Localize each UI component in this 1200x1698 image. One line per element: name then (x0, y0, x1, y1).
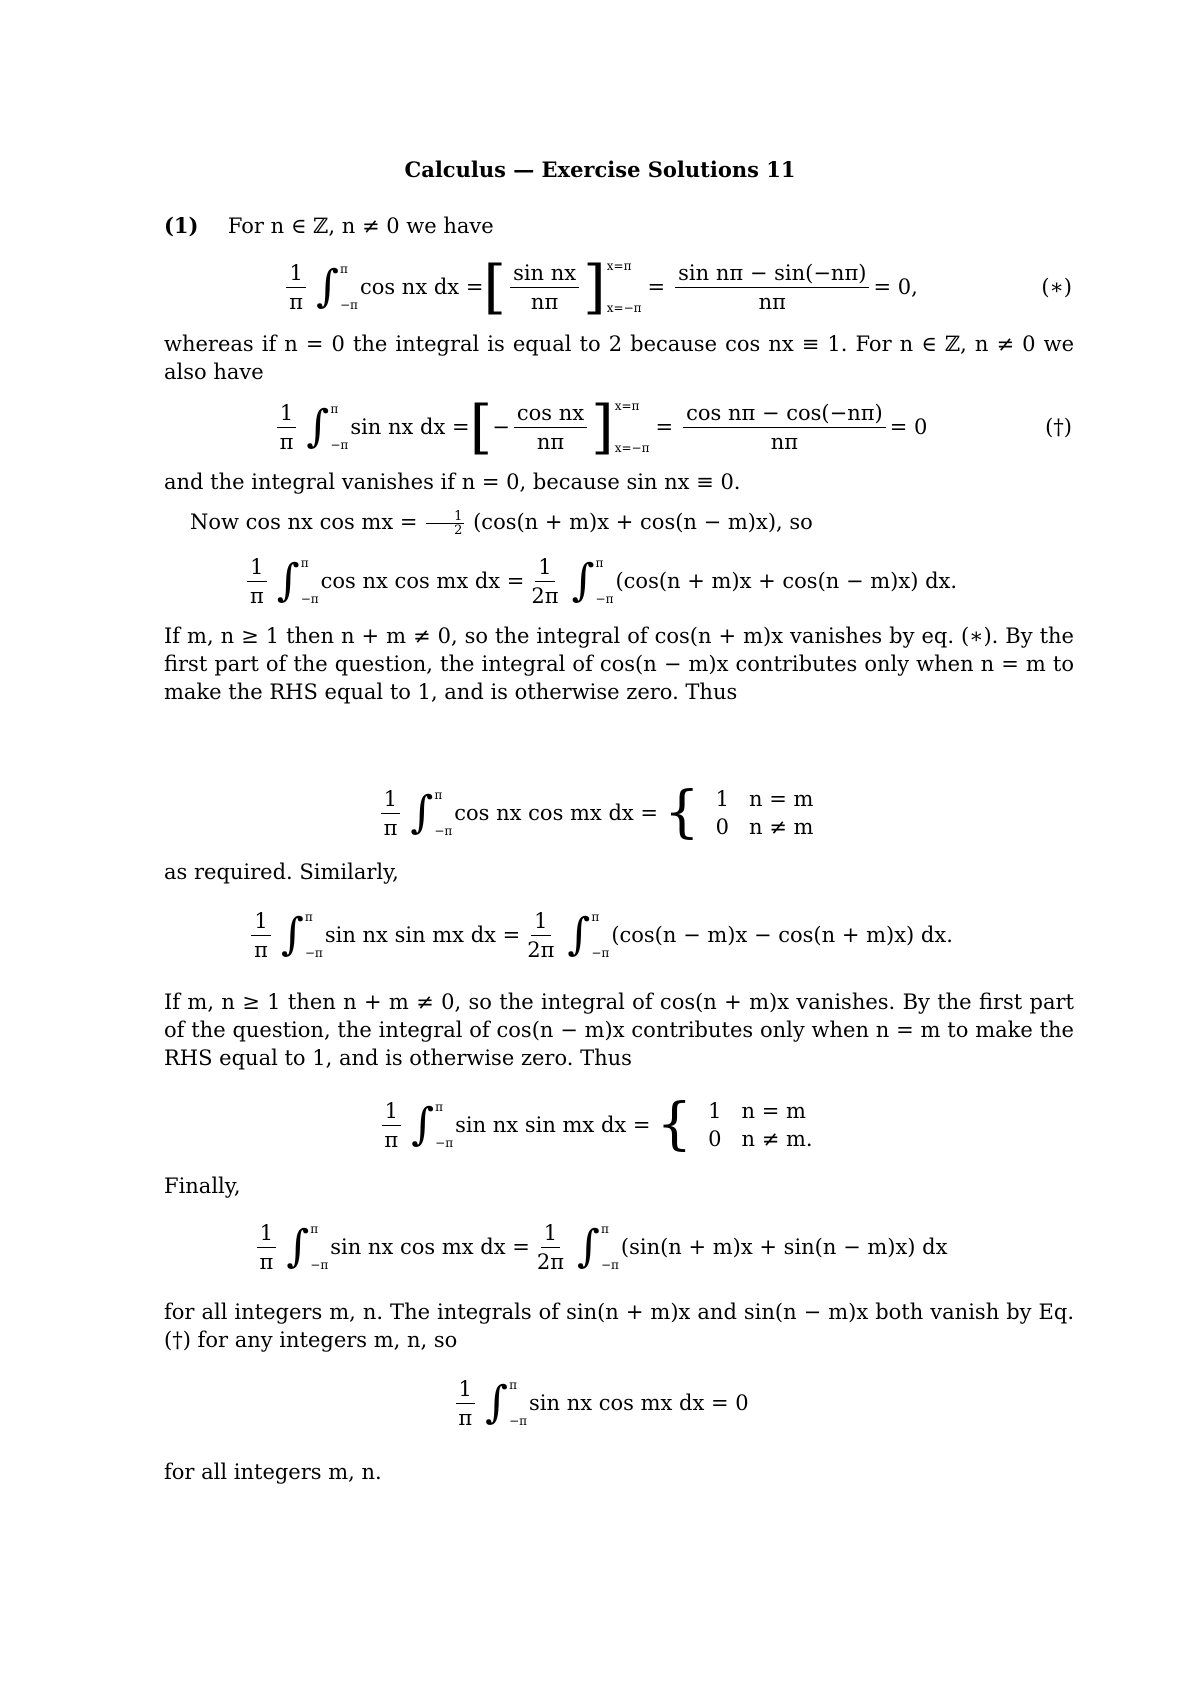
eq3-integral-sign: ∫ π −π (276, 555, 319, 606)
eq3-rhs: (cos(n + m)x + cos(n − m)x) dx. (615, 569, 958, 593)
equation-2: $\frac{1}{\pi}$ ∫ π −π sin nx dx = [ − $\frac{\text{cos nx}}{n\pi}$ ] x=π x=−π = $\frac{\text{cos nπ − cos(−nπ)}}{n\pi}$ = 0 (†) (0, 392, 1200, 462)
eq1-integrand: cos nx dx = (359, 275, 484, 299)
eq4-prefactor: $\frac{1}{\pi}$ (381, 787, 401, 840)
eq8-integral-sign: ∫ π −π (485, 1377, 528, 1428)
equation-1: $\frac{1}{\pi}$ ∫ π −π cos nx dx = [ $\frac{\text{sin nx}}{n\pi}$ ] x=π x=−π = $\frac{\text{sin nπ − sin(−nπ)}}{n\pi}$ = 0, (∗) (0, 252, 1200, 322)
equation-3 (0, 546, 1200, 616)
eq1-evaluation: [ $\frac{\text{sin nx}}{n\pi}$ ] x=π x=−π (483, 253, 642, 321)
eq2-integral-sign: ∫ π −π (306, 401, 349, 452)
problem-intro (164, 212, 1074, 240)
eq2-prefactor: $\frac{1}{\pi}$ (277, 401, 297, 454)
paragraph-9: for all integers m, n. (164, 1460, 382, 1484)
eq5-integrand: sin nx sin mx dx = (324, 923, 521, 947)
eq5-rhs: (cos(n − m)x − cos(n + m)x) dx. (611, 923, 953, 947)
equation-8 (0, 1368, 1200, 1438)
paragraph-2: and the integral vanishes if n = 0, because sin nx ≡ 0. (164, 470, 741, 494)
paragraph-1: whereas if n = 0 the integral is equal to 2 because cos nx ≡ 1. For n ∈ ℤ, n ≠ 0 we also have (164, 332, 1074, 384)
eq1-prefactor: $\frac{1}{\pi}$ (286, 261, 306, 314)
eq5-integral-sign: ∫ π −π (280, 909, 323, 960)
problem-intro-text: For n ∈ ℤ, n ≠ 0 we have (227, 214, 494, 238)
eq7-integral-sign-2: ∫ π −π (577, 1221, 619, 1272)
paragraph-7: Finally, (164, 1174, 241, 1198)
eq1-tag: (∗) (1041, 275, 1072, 299)
eq7-integral-sign: ∫ π −π (286, 1221, 329, 1272)
eq5-integral-sign-2: ∫ π −π (567, 909, 610, 960)
equation-4 (0, 778, 1200, 848)
eq2-rhs: $\frac{\text{cos nπ − cos(−nπ)}}{n\pi}$ (683, 401, 886, 454)
eq8-integrand: sin nx cos mx dx = 0 (529, 1391, 749, 1415)
eq7-integrand: sin nx cos mx dx = (330, 1235, 530, 1259)
equation-5 (0, 900, 1200, 970)
equation-6 (0, 1090, 1200, 1160)
eq1-integral-sign: ∫ π −π (316, 261, 358, 312)
eq2-integrand: sin nx dx = (350, 415, 470, 439)
page-title: Calculus — Exercise Solutions 11 (404, 157, 796, 182)
eq3-prefactor-2: $\frac{1}{2\pi}$ (531, 554, 559, 608)
half-fraction: $\frac{1}{2}$ (426, 510, 464, 537)
eq4-cases: { 1 n = m 0 n ≠ m (664, 780, 814, 845)
problem-label: (1) (164, 213, 199, 238)
eq2-evaluation: [ − $\frac{\text{cos nx}}{n\pi}$ ] x=π x=−π (469, 393, 650, 461)
paragraph-4: If m, n ≥ 1 then n + m ≠ 0, so the integral of cos(n + m)x vanishes by eq. (∗). By the first part of the question, the integral of cos(n − m)x contributes only when n = m to make the RHS equal to 1, and is otherwise zero. Thus (164, 624, 1074, 704)
paragraph-8: for all integers m, n. The integrals of sin(n + m)x and sin(n − m)x both vanish by Eq. (†) for any integers m, n, so (164, 1300, 1074, 1352)
eq6-cases: { 1 n = m 0 n ≠ m. (656, 1092, 813, 1157)
eq2-tag: (†) (1045, 415, 1072, 439)
eq6-integrand: sin nx sin mx dx = (455, 1113, 651, 1137)
eq3-integral-sign-2: ∫ π −π (571, 555, 614, 606)
eq4-integrand: cos nx cos mx dx = (454, 801, 659, 825)
equation-7 (0, 1212, 1200, 1282)
eq3-integrand: cos nx cos mx dx = (320, 569, 525, 593)
eq6-prefactor: $\frac{1}{\pi}$ (381, 1099, 401, 1152)
eq2-tail: = 0 (889, 415, 928, 439)
eq8-prefactor: $\frac{1}{\pi}$ (455, 1377, 475, 1430)
eq5-prefactor-2: $\frac{1}{2\pi}$ (527, 908, 555, 962)
paragraph-3: Now cos nx cos mx = $\frac{1}{2}$ (cos(n + m)x + cos(n − m)x), so (190, 509, 813, 538)
eq7-prefactor: $\frac{1}{\pi}$ (257, 1221, 277, 1274)
eq4-integral-sign: ∫ π −π (410, 787, 453, 838)
eq1-rhs: $\frac{\text{sin nπ − sin(−nπ)}}{n\pi}$ (675, 261, 869, 314)
eq7-rhs: (sin(n + m)x + sin(n − m)x) dx (620, 1235, 948, 1259)
eq7-prefactor-2: $\frac{1}{2\pi}$ (536, 1220, 564, 1274)
eq5-prefactor: $\frac{1}{\pi}$ (251, 909, 271, 962)
paragraph-6: If m, n ≥ 1 then n + m ≠ 0, so the integral of cos(n + m)x vanishes. By the first part of the question, the integral of cos(n − m)x contributes only when n = m to make the RHS equal to 1, and is otherwise zero. Thus (164, 990, 1074, 1070)
eq1-tail: = 0, (873, 275, 918, 299)
paragraph-5: as required. Similarly, (164, 860, 399, 884)
eq6-integral-sign: ∫ π −π (411, 1099, 454, 1150)
eq3-prefactor: $\frac{1}{\pi}$ (247, 555, 267, 608)
